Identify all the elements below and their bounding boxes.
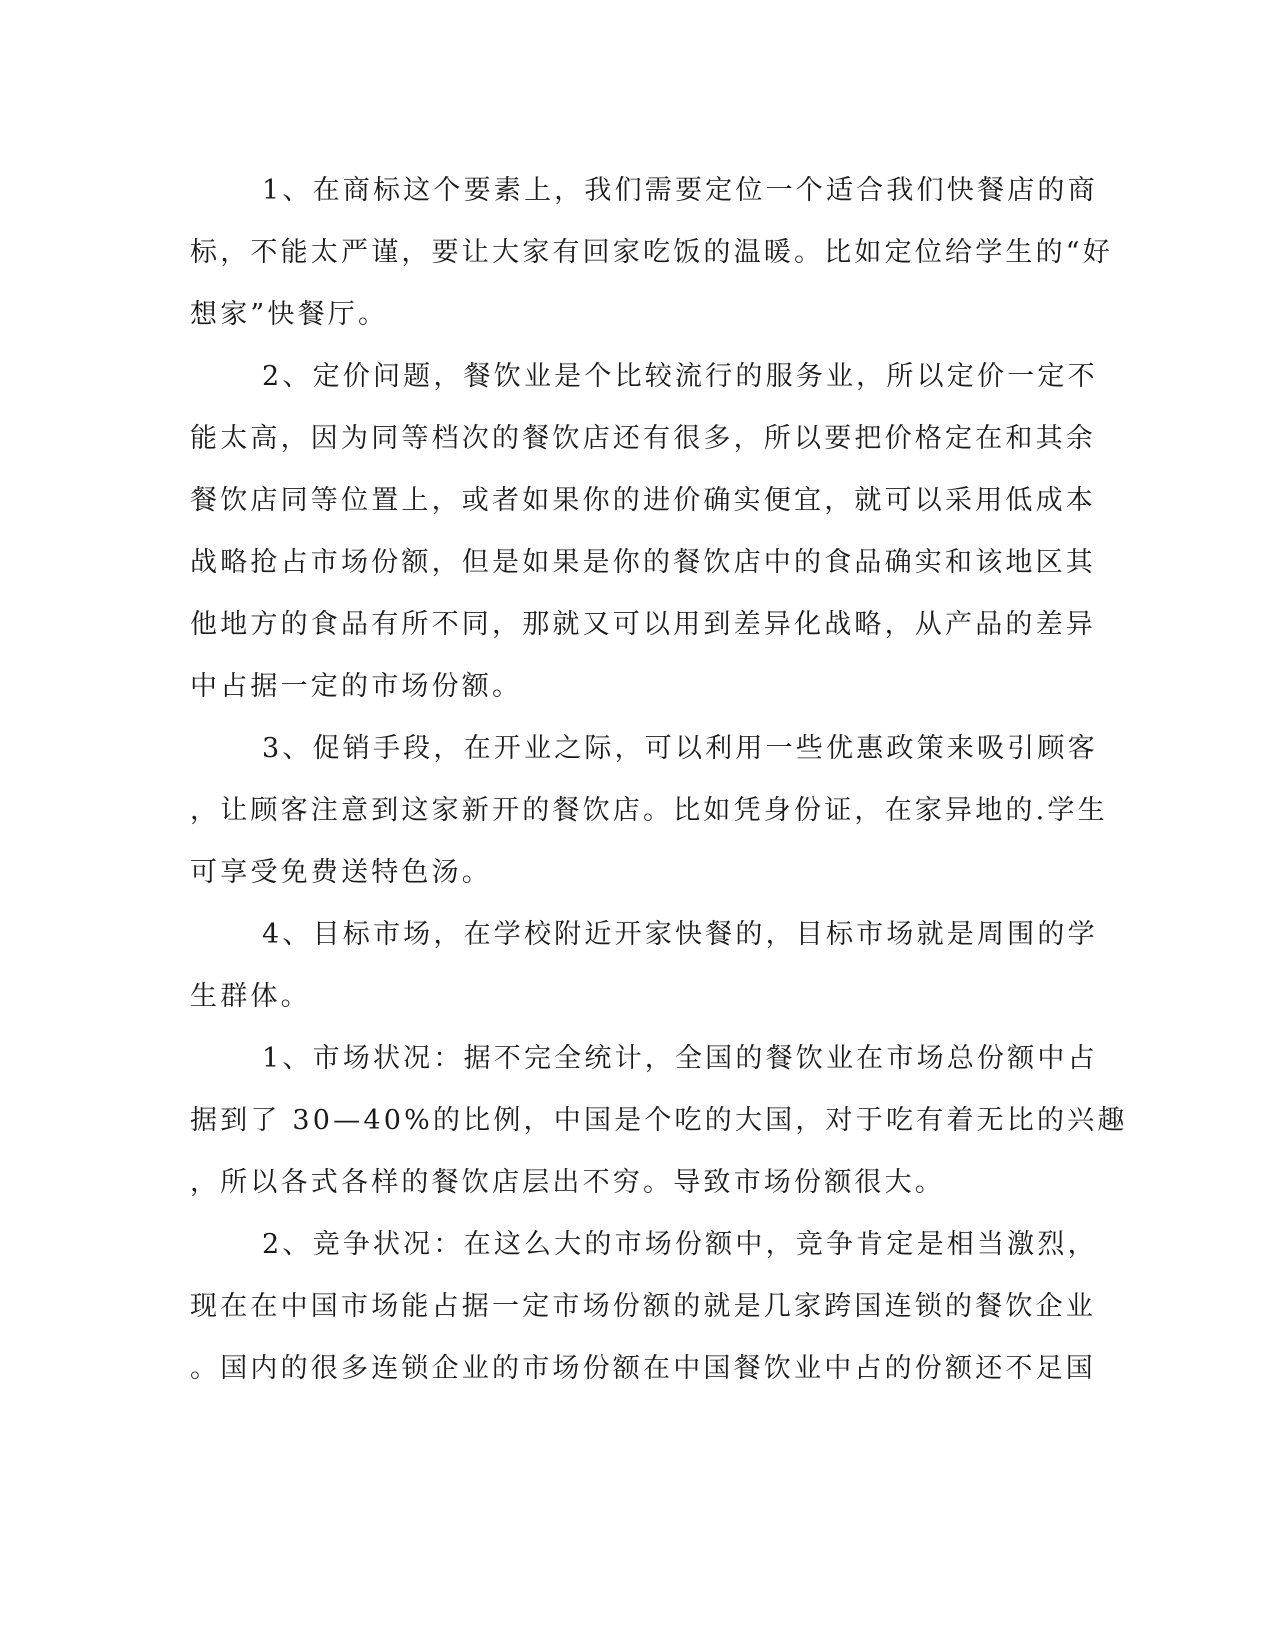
paragraph-line: 标，不能太严谨，要让大家有回家吃饭的温暖。比如定位给学生的“好 (190, 237, 1114, 268)
paragraph-line: 。国内的很多连锁企业的市场份额在中国餐饮业中占的份额还不足国 (190, 1353, 1096, 1384)
paragraph-line: 中占据一定的市场份额。 (190, 671, 523, 702)
paragraph-line: 2、定价问题，餐饮业是个比较流行的服务业，所以定价一定不 (262, 361, 1098, 392)
paragraph-line: 1、在商标这个要素上，我们需要定位一个适合我们快餐店的商 (262, 175, 1098, 206)
paragraph-line: 餐饮店同等位置上，或者如果你的进价确实便宜，就可以采用低成本 (190, 485, 1096, 516)
paragraph-line: 战略抢占市场份额，但是如果是你的餐饮店中的食品确实和该地区其 (190, 547, 1096, 578)
document-body (190, 160, 1128, 1400)
paragraph-line: ，所以各式各样的餐饮店层出不穷。导致市场份额很大。 (190, 1167, 945, 1198)
paragraph-line: 现在在中国市场能占据一定市场份额的就是几家跨国连锁的餐饮企业 (190, 1291, 1096, 1322)
paragraph-line: 据到了 30—40%的比例，中国是个吃的大国，对于吃有着无比的兴趣 (190, 1105, 1128, 1136)
paragraph-line: 他地方的食品有所不同，那就又可以用到差异化战略，从产品的差异 (190, 609, 1096, 640)
paragraph-line: 想家”快餐厅。 (190, 299, 389, 330)
paragraph-line: 能太高，因为同等档次的餐饮店还有很多，所以要把价格定在和其余 (190, 423, 1096, 454)
paragraph-line: 可享受免费送特色汤。 (190, 857, 492, 888)
paragraph-line: ，让顾客注意到这家新开的餐饮店。比如凭身份证，在家异地的.学生 (190, 795, 1108, 826)
paragraph-line: 生群体。 (190, 981, 311, 1012)
paragraph-line: 3、促销手段，在开业之际，可以利用一些优惠政策来吸引顾客 (262, 733, 1098, 764)
paragraph-line: 1、市场状况：据不完全统计，全国的餐饮业在市场总份额中占 (262, 1043, 1098, 1074)
paragraph-line: 2、竞争状况：在这么大的市场份额中，竞争肯定是相当激烈， (262, 1229, 1098, 1260)
paragraph-line: 4、目标市场，在学校附近开家快餐的，目标市场就是周围的学 (262, 919, 1098, 950)
